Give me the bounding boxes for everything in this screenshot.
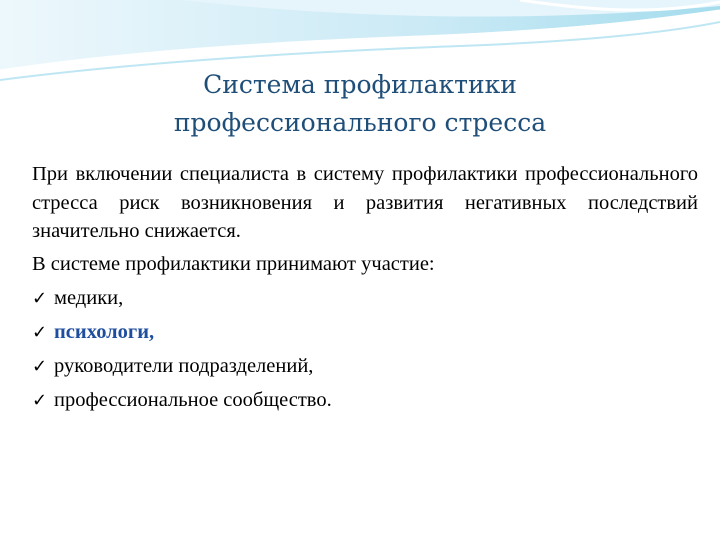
participants-intro: В системе профилактики принимают участие: <box>32 252 435 275</box>
slide-body <box>32 160 698 420</box>
list-item <box>32 318 698 352</box>
list-item-label: руководители подразделений, <box>54 355 314 377</box>
check-icon: ✓ <box>32 390 48 411</box>
list-item <box>32 352 698 386</box>
check-icon: ✓ <box>32 322 48 343</box>
list-item <box>32 386 698 420</box>
check-icon: ✓ <box>32 356 48 377</box>
list-item-label: профессиональное сообщество. <box>54 389 332 411</box>
main-paragraph: При включении специалиста в систему профилактики профессионального стресса риск возникновения и развития негативных последствий значительно снижается. <box>32 163 698 242</box>
list-item-label-highlighted: психологи, <box>54 321 155 343</box>
list-item-label: медики, <box>54 287 124 309</box>
title-line-2: профессионального стресса <box>173 108 547 137</box>
slide-title <box>60 66 660 142</box>
participants-list <box>32 284 698 420</box>
title-line-1: Система профилактики <box>203 70 517 99</box>
list-item <box>32 284 698 318</box>
check-icon: ✓ <box>32 288 48 309</box>
